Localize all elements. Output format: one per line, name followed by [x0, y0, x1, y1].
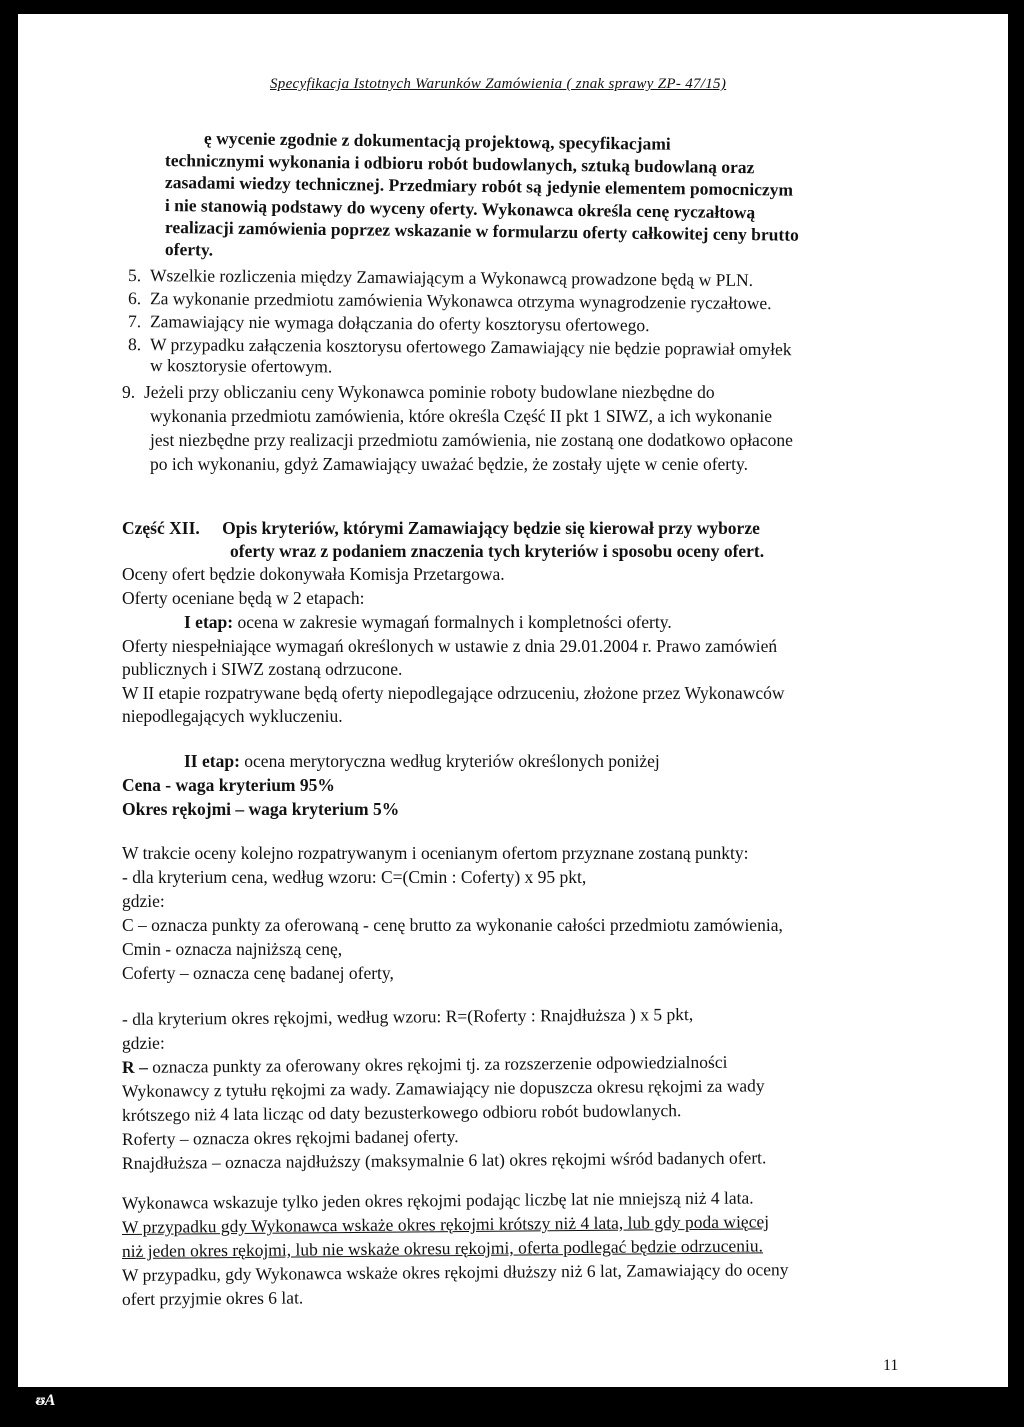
body-line: Oferty niespełniające wymagań określonych w ustawie z dnia 29.01.2004 r. Prawo zamówień — [122, 636, 778, 656]
item-text-continued: w kosztorysie ofertowym. — [149, 355, 333, 377]
rejection-rule-line: niż jeden okres rękojmi, lub nie wskaże okresu rękojmi, oferta podlegać będzie odrzuceniu. — [121, 1235, 764, 1261]
body-line: Cmin - oznacza najniższą cenę, — [122, 939, 343, 959]
item-number: 6. — [127, 288, 142, 309]
body-line: krótszego niż 4 lata licząc od daty bezusterkowego odbioru robót budowlanych. — [121, 1100, 682, 1125]
body-line: gdzie: — [121, 1032, 165, 1053]
page-header: Specyfikacja Istotnych Warunków Zamówienia ( znak sprawy ZP- 47/15) — [270, 76, 727, 92]
body-line: Oceny ofert będzie dokonywała Komisja Przetargowa. — [122, 564, 505, 584]
item-text-continued: wykonania przedmiotu zamówienia, które określa Część II pkt 1 SIWZ, a ich wykonanie — [150, 406, 773, 426]
stage-one-line — [184, 611, 672, 633]
body-line: W trakcie oceny kolejno rozpatrywanym i ocenianym ofertom przyznane zostaną punkty: — [122, 843, 749, 863]
rejection-rule-line: W przypadku gdy Wykonawca wskaże okres rękojmi krótszy niż 4 lata, lub gdy poda więcej — [121, 1211, 770, 1237]
warranty-formula: - dla kryterium okres rękojmi, według wzoru: R=(Roferty : Rnajdłuższa ) x 5 pkt, — [121, 1004, 694, 1029]
item-text: Zamawiający nie wymaga dołączania do oferty kosztorysu ofertowego. — [149, 311, 650, 336]
scan-border-right — [1008, 0, 1024, 1427]
item-text-continued: po ich wykonaniu, gdyż Zamawiający uważać będzie, że zostały ujęte w cenie oferty. — [150, 454, 748, 474]
criterion-price: Cena - waga kryterium 95% — [122, 775, 335, 795]
item-text: Jeżeli przy obliczaniu ceny Wykonawca pominie roboty budowlane niezbędne do — [144, 382, 715, 402]
page-number: 11 — [883, 1357, 899, 1374]
body-line: Coferty – oznacza cenę badanej oferty, — [122, 963, 394, 983]
item-text: W przypadku załączenia kosztorysu ofertowego Zamawiający nie będzie poprawiał omyłek — [149, 334, 792, 360]
scan-border-left — [0, 0, 18, 1427]
paragraph-line: i nie stanowią podstawy do wyceny oferty. Wykonawca określa cenę ryczałtową — [164, 195, 756, 223]
section-heading — [122, 517, 760, 539]
price-formula: - dla kryterium cena, według wzoru: C=(Cmin : Coferty) x 95 pkt, — [122, 867, 587, 887]
body-line: Oferty oceniane będą w 2 etapach: — [122, 588, 365, 608]
body-line: niepodlegających wykluczeniu. — [122, 706, 343, 726]
body-line: Roferty – oznacza okres rękojmi badanej oferty. — [121, 1126, 459, 1149]
paragraph-line: technicznymi wykonania i odbioru robót budowlanych, sztuką budowlaną oraz — [164, 150, 755, 178]
paragraph-line: realizacji zamówienia poprzez wskazanie w formularzu oferty całkowitej ceny brutto — [164, 217, 799, 245]
item-text-continued: jest niezbędne przy realizacji przedmiotu zamówienia, nie zostaną one dodatkowo opłacone — [150, 430, 793, 450]
list-item — [128, 310, 650, 336]
body-line — [122, 1051, 728, 1078]
body-line: Rnajdłuższa – oznacza najdłuższy (maksymalnie 6 lat) okres rękojmi wśród badanych ofert. — [121, 1147, 767, 1173]
body-line: gdzie: — [122, 891, 165, 911]
paragraph-line: zasadami wiedzy technicznej. Przedmiary robót są jedynie elementem pomocniczym — [164, 172, 794, 200]
stage-two-label: II etap: — [184, 751, 240, 771]
body-line: C – oznacza punkty za oferowaną - cenę brutto za wykonanie całości przedmiotu zamówienia, — [122, 915, 783, 935]
scan-border-top — [0, 0, 1024, 14]
body-line: Wykonawca wskazuje tylko jeden okres rękojmi podając liczbę lat nie mniejszą niż 4 lata. — [121, 1187, 754, 1213]
item-text: Za wykonanie przedmiotu zamówienia Wykonawca otrzyma wynagrodzenie ryczałtowe. — [149, 288, 772, 314]
body-line: Wykonawcy z tytułu rękojmi za wady. Zamawiający nie dopuszcza okresu rękojmi za wady — [121, 1075, 765, 1101]
item-number: 8. — [127, 334, 142, 355]
r-definition: oznacza punkty za oferowany okres rękojmi tj. za rozszerzenie odpowiedzialności — [147, 1051, 728, 1077]
stage-two-line — [184, 750, 660, 772]
body-line: publicznych i SIWZ zostaną odrzucone. — [122, 659, 403, 679]
paragraph-line: ę wycenie zgodnie z dokumentacją projektową, specyfikacjami — [203, 128, 671, 154]
r-symbol: R – — [121, 1056, 148, 1077]
item-number: 7. — [127, 311, 142, 332]
section-label: Część XII. — [122, 518, 200, 538]
section-title: Opis kryteriów, którymi Zamawiający będzie się kierował przy wyborze — [222, 518, 760, 538]
body-line: W II etapie rozpatrywane będą oferty niepodlegające odrzuceniu, złożone przez Wykonawców — [122, 683, 785, 703]
body-line: ofert przyjmie okres 6 lat. — [121, 1287, 304, 1309]
stage-two-text: ocena merytoryczna według kryteriów określonych poniżej — [239, 751, 660, 771]
item-text: Wszelkie rozliczenia między Zamawiającym a Wykonawcą prowadzone będą w PLN. — [149, 265, 754, 290]
item-number: 9. — [122, 382, 136, 402]
section-title-continued: oferty wraz z podaniem znaczenia tych kryteriów i sposobu oceny ofert. — [230, 541, 765, 561]
criterion-warranty: Okres rękojmi – waga kryterium 5% — [122, 799, 400, 819]
stage-one-label: I etap: — [184, 612, 234, 632]
corner-initials: ᵿA — [36, 1392, 56, 1409]
scan-border-bottom — [0, 1387, 1024, 1427]
paragraph-line: oferty. — [164, 239, 214, 260]
body-line: W przypadku, gdy Wykonawca wskaże okres rękojmi dłuższy niż 6 lat, Zamawiający do oceny — [121, 1259, 789, 1285]
stage-one-text: ocena w zakresie wymagań formalnych i kompletności oferty. — [233, 612, 672, 632]
item-number: 5. — [127, 265, 142, 286]
list-item — [122, 381, 715, 403]
